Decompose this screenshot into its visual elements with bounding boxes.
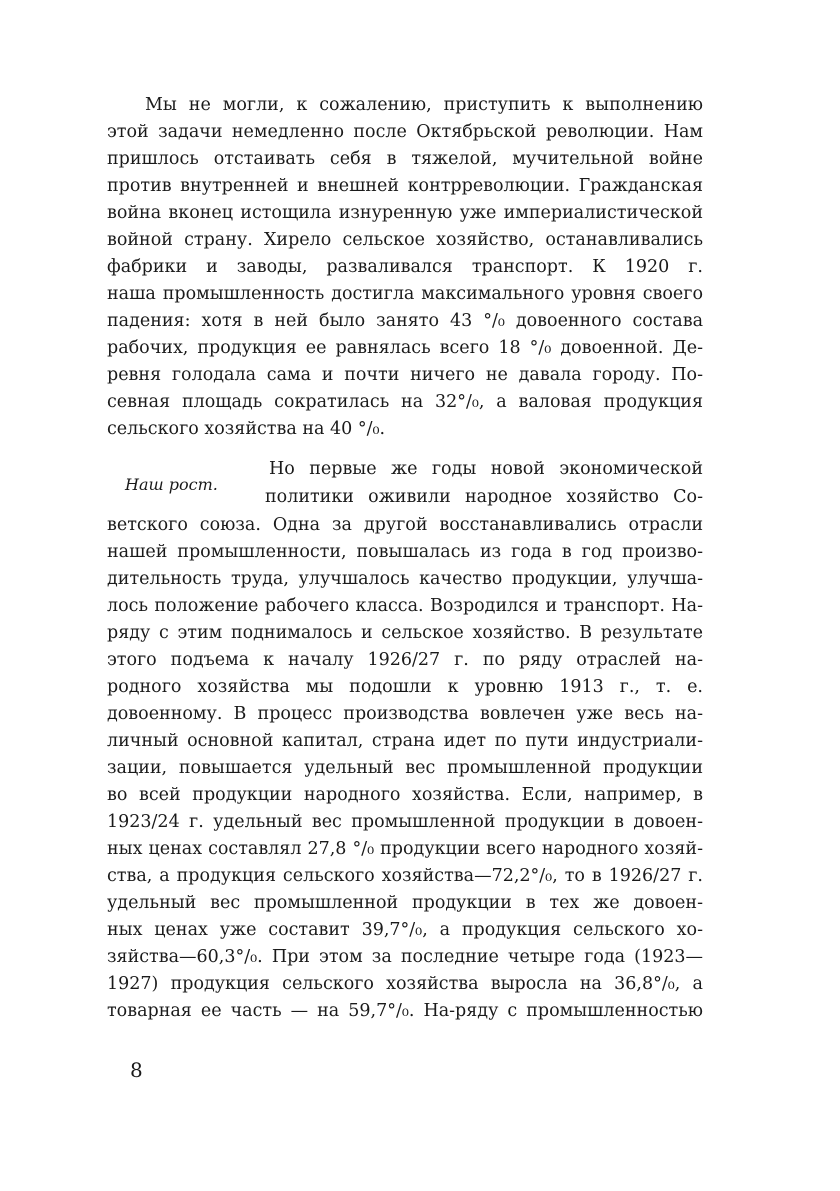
paragraph-2-line: ных ценах уже составит 39,7°/₀, а продукция сельского хо- (107, 920, 703, 940)
paragraph-2-line: довоенному. В процесс производства вовлечен уже весь на- (107, 704, 703, 724)
paragraph-2-line: удельный вес промышленной продукции в тех же довоен- (107, 893, 703, 913)
paragraph-1-line: наша промышленность достигла максимального уровня своего (107, 284, 703, 304)
paragraph-2-line: личный основной капитал, страна идет по пути индустриали- (107, 731, 703, 751)
paragraph-2-line: зации, повышается удельный вес промышленной продукции (107, 758, 703, 778)
paragraph-1-line: этой задачи немедленно после Октябрьской революции. Нам (107, 122, 703, 142)
paragraph-2-line: во всей продукции народного хозяйства. Если, например, в (107, 785, 703, 805)
paragraph-1-line: сельского хозяйства на 40 °/₀. (107, 419, 386, 439)
paragraph-2-line: дительность труда, улучшалось качество продукции, улучша- (107, 569, 703, 589)
paragraph-2-side-line: Но первые же годы новой экономической (269, 459, 703, 479)
paragraph-1-line: падения: хотя в ней было занято 43 °/₀ довоенного состава (107, 311, 703, 331)
paragraph-2-line: родного хозяйства мы подошли к уровню 1913 г., т. е. (107, 677, 703, 697)
paragraph-1-line: рабочих, продукция ее равнялась всего 18 °/₀ довоенной. Де- (107, 338, 703, 358)
paragraph-2-line: ства, а продукция сельского хозяйства—72,2°/₀, то в 1926/27 г. (107, 866, 703, 886)
paragraph-2-side-line: политики оживили народное хозяйство Со- (265, 487, 703, 507)
paragraph-2-line: ных ценах составлял 27,8 °/₀ продукции всего народного хозяй- (107, 839, 703, 859)
paragraph-1-line: войной страну. Хирело сельское хозяйство, останавливались (107, 230, 703, 250)
paragraph-2-line: нашей промышленности, повышалась из года в год произво- (107, 542, 703, 562)
paragraph-1-line: война вконец истощила изнуренную уже империалистической (107, 203, 703, 223)
paragraph-2-line: товарная ее часть — на 59,7°/₀. На-ряду с промышленностью (107, 1001, 703, 1021)
paragraph-2-line: этого подъема к началу 1926/27 г. по ряду отраслей на- (107, 650, 703, 670)
paragraph-1-line: Мы не могли, к сожалению, приступить к выполнению (145, 95, 703, 115)
paragraph-2-line: зяйства—60,3°/₀. При этом за последние четыре года (1923— (107, 947, 703, 967)
marginal-note: Наш рост. (125, 475, 218, 494)
page-number: 8 (130, 1058, 143, 1082)
paragraph-2-line: лось положение рабочего класса. Возродился и транспорт. На- (107, 596, 703, 616)
paragraph-2-line: ветского союза. Одна за другой восстанавливались отрасли (107, 515, 703, 535)
paragraph-1-line: против внутренней и внешней контрреволюции. Гражданская (107, 176, 703, 196)
paragraph-1-line: пришлось отстаивать себя в тяжелой, мучительной войне (107, 149, 703, 169)
paragraph-2-line: 1927) продукция сельского хозяйства выросла на 36,8°/₀, а (107, 974, 703, 994)
paragraph-1-line: фабрики и заводы, разваливался транспорт. К 1920 г. (107, 257, 703, 277)
paragraph-2-line: ряду с этим поднималось и сельское хозяйство. В результате (107, 623, 703, 643)
paragraph-1-line: севная площадь сократилась на 32°/₀, а валовая продукция (107, 392, 703, 412)
paragraph-2-line: 1923/24 г. удельный вес промышленной продукции в довоен- (107, 812, 703, 832)
paragraph-1-line: ревня голодала сама и почти ничего не давала городу. По- (107, 365, 703, 385)
